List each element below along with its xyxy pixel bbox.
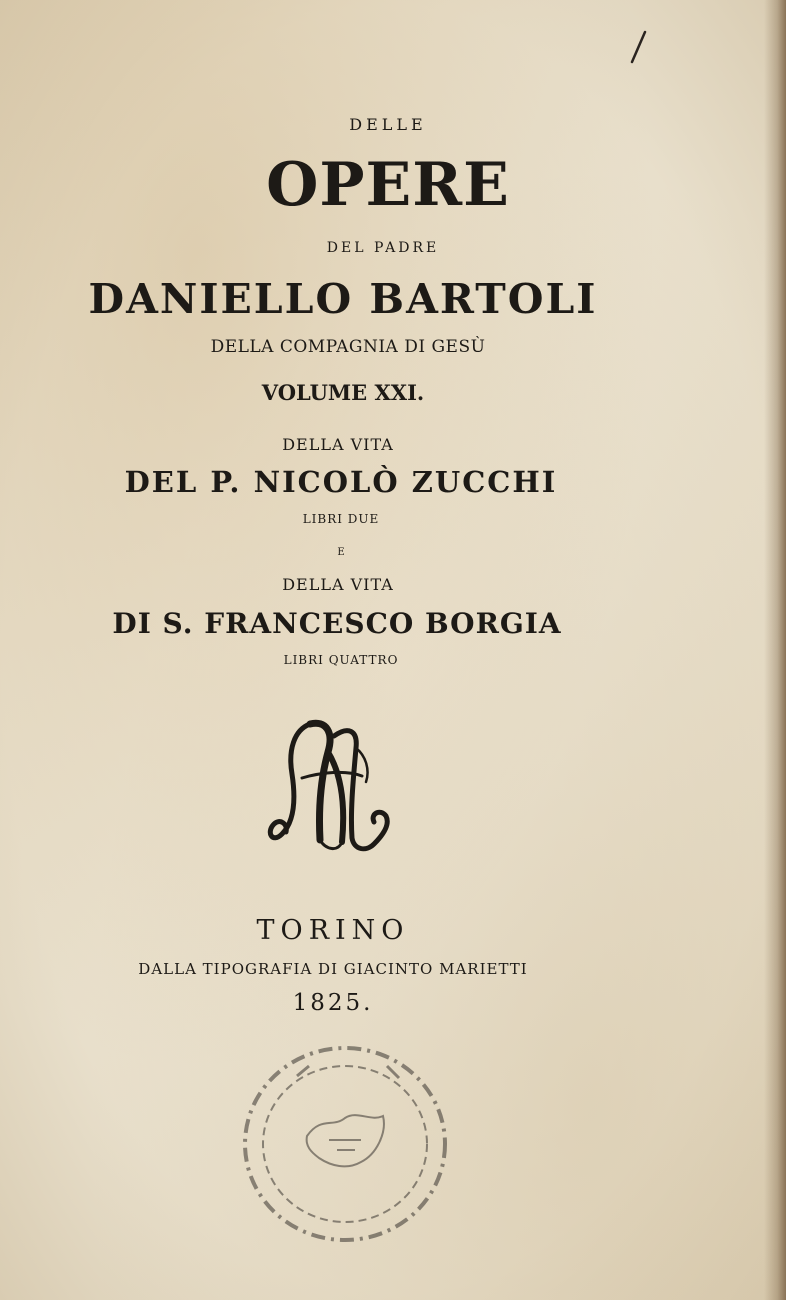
della-vita-second: DELLA VITA bbox=[282, 575, 394, 594]
printer-monogram-icon bbox=[262, 712, 402, 857]
library-stamp-icon bbox=[237, 1036, 457, 1251]
author-name: DANIELLO BARTOLI bbox=[88, 275, 598, 323]
books-count-first: LIBRI DUE bbox=[302, 512, 380, 526]
conjunction-e: E bbox=[337, 547, 345, 558]
society-name: DELLA COMPAGNIA DI GESÙ bbox=[210, 337, 486, 357]
heading-del-padre: DEL PADRE bbox=[326, 240, 440, 256]
della-vita-first: DELLA VITA bbox=[282, 435, 394, 454]
imprint-city: TORINO bbox=[256, 915, 410, 946]
ink-mark-icon bbox=[628, 30, 648, 66]
heading-delle: DELLE bbox=[349, 115, 427, 134]
imprint-printer: DALLA TIPOGRAFIA DI GIACINTO MARIETTI bbox=[138, 960, 528, 978]
volume-number: VOLUME XXI. bbox=[261, 380, 425, 405]
heading-opere: OPERE bbox=[266, 150, 510, 220]
subject-borgia: DI S. FRANCESCO BORGIA bbox=[112, 607, 562, 640]
imprint-year: 1825. bbox=[292, 990, 374, 1016]
subject-zucchi: DEL P. NICOLÒ ZUCCHI bbox=[124, 465, 558, 499]
books-count-second: LIBRI QUATTRO bbox=[283, 653, 399, 667]
